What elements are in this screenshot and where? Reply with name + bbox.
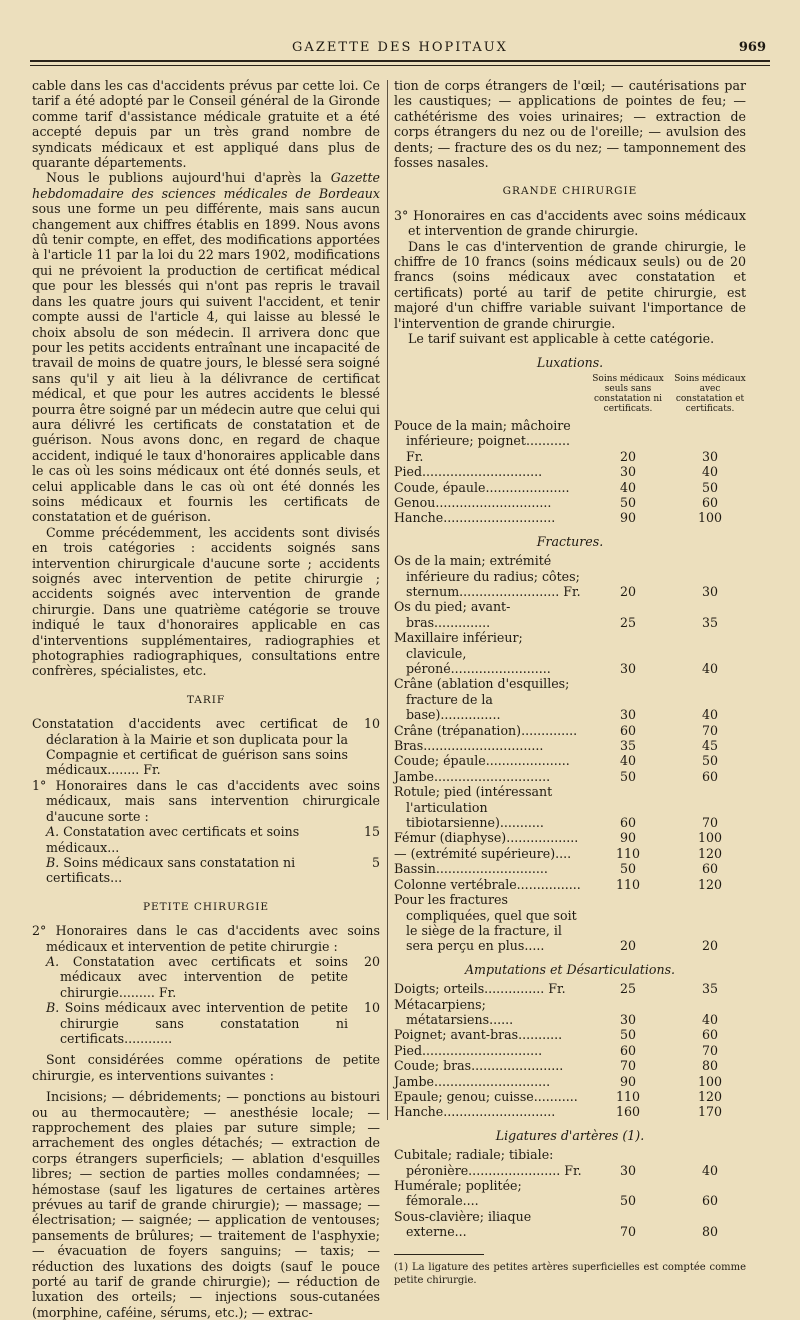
fee-soins-seuls: 50 — [619, 494, 637, 510]
table-row — [394, 1027, 746, 1042]
fee-soins-seuls: 90 — [619, 830, 637, 846]
row-label: Cubitale; radiale; tibiale: péronière....................... Fr. — [394, 1147, 582, 1178]
fee-avec-constatation: 50 — [701, 479, 719, 495]
table-row — [394, 769, 746, 784]
column-header-avec-constatation: Soins médicaux avec constatation et certificats. — [674, 373, 746, 414]
footnote: (1) La ligature des petites artères superficielles est comptée comme petite chirurgie. — [394, 1261, 746, 1286]
fee-soins-seuls: 50 — [619, 1027, 637, 1043]
fee-soins-seuls: 90 — [619, 510, 637, 526]
fee-avec-constatation: 120 — [697, 876, 723, 892]
fee-avec-constatation: 40 — [701, 661, 719, 676]
tariff-heading: 1° Honoraires dans le cas d'accidents avec soins médicaux, mais sans intervention chirurgicale d'aucune sorte : — [32, 777, 380, 824]
row-label: Humérale; poplitée; fémorale.... — [394, 1178, 522, 1209]
fee-avec-constatation: 40 — [701, 464, 719, 480]
section-title-tarif: TARIF — [186, 693, 226, 706]
fee-soins-seuls: 110 — [615, 845, 641, 861]
fee-soins-seuls: 25 — [619, 981, 637, 997]
column-header-soins-seuls: Soins médicaux seuls sans constatation ni certificats. — [592, 373, 664, 414]
tariff-amount: 20 — [363, 953, 380, 969]
section-title-grande-chirurgie: GRANDE CHIRURGIE — [502, 185, 638, 198]
row-label: Crâne (ablation d'esquilles; fracture de la base)............... — [394, 676, 570, 723]
fee-avec-constatation: 80 — [701, 1224, 719, 1240]
fee-soins-seuls: 70 — [619, 1058, 637, 1074]
fee-soins-seuls: 110 — [615, 876, 641, 892]
table-row — [394, 1058, 746, 1073]
section-title-petite-chirurgie: PETITE CHIRURGIE — [142, 900, 270, 913]
tariff-line: B. Soins médicaux sans constatation ni certificats... 5 — [46, 854, 380, 886]
left-column — [32, 78, 380, 1320]
row-label: Hanche............................ — [394, 510, 556, 526]
row-label: Fémur (diaphyse).................. — [394, 830, 579, 846]
tariff-amount: 5 — [371, 854, 380, 870]
fee-avec-constatation: 100 — [697, 830, 723, 846]
fee-soins-seuls: 40 — [619, 753, 637, 769]
table-row — [394, 630, 746, 676]
row-label: Os du pied; avant-bras.............. — [394, 599, 511, 630]
row-label: Pour les fractures compliquées, quel que soit le siège de la fracture, il sera perçu en plus..... — [394, 892, 577, 954]
row-label: Crâne (trépanation).............. — [394, 722, 578, 738]
fee-avec-constatation: 50 — [701, 753, 719, 769]
table-row — [394, 861, 746, 876]
tariff-heading: 3° Honoraires en cas d'accidents avec soins médicaux et intervention de grande chirurgie. — [394, 207, 746, 239]
table-row — [394, 1043, 746, 1058]
fee-soins-seuls: 30 — [619, 661, 637, 676]
fee-soins-seuls: 20 — [619, 938, 637, 954]
fee-avec-constatation: 170 — [697, 1104, 723, 1120]
row-label: Pied.............................. — [394, 464, 543, 480]
fee-avec-constatation: 60 — [701, 494, 719, 510]
fee-soins-seuls: 30 — [619, 1011, 637, 1027]
paragraph: Comme précédemment, les accidents sont divisés en trois catégories : accidents soignés sans intervention chirurgicale d'aucune sorte ; accidents soignés avec intervention de petite chirurgie ; accidents soignés avec intervention de grande chirurgie. Dans une quatrième catégorie se trouve indiqué le taux d'honoraires applicable en cas d'interventions supplémentaires, radiographies et photographies radiographiques, consultations entre confrères, spécialistes, etc. — [32, 524, 380, 679]
row-label: Jambe............................. — [394, 768, 551, 784]
fee-avec-constatation: 40 — [701, 707, 719, 723]
table-row — [394, 877, 746, 892]
row-label: Bras.............................. — [394, 738, 544, 754]
page-header — [30, 40, 770, 70]
table-row — [394, 1178, 746, 1209]
tariff-heading: 2° Honoraires dans le cas d'accidents avec soins médicaux et intervention de petite chirurgie : — [32, 923, 380, 954]
row-label: Poignet; avant-bras........... — [394, 1027, 563, 1043]
row-label: Os de la main; extrémité inférieure du radius; côtes; sternum......................... Fr. — [394, 553, 581, 599]
footnote-rule — [394, 1254, 484, 1255]
table-row — [394, 1209, 746, 1240]
fee-soins-seuls: 25 — [619, 614, 637, 630]
fee-avec-constatation: 35 — [701, 614, 719, 630]
row-label: Epaule; genou; cuisse........... — [394, 1088, 578, 1104]
table-row — [394, 510, 746, 525]
fee-soins-seuls: 90 — [619, 1073, 637, 1089]
tariff-amount: 15 — [363, 824, 380, 840]
table-row — [394, 1089, 746, 1104]
paragraph: Le tarif suivant est applicable à cette catégorie. — [408, 331, 715, 347]
table-fractures — [394, 553, 746, 954]
fee-avec-constatation: 40 — [701, 1162, 719, 1178]
fee-avec-constatation: 60 — [701, 1193, 719, 1209]
right-column — [394, 78, 746, 1287]
row-label: Colonne vertébrale................ — [394, 876, 581, 892]
row-label: Coude; bras....................... — [394, 1058, 564, 1074]
table-amputations — [394, 981, 746, 1120]
fee-avec-constatation: 100 — [697, 1073, 723, 1089]
fee-soins-seuls: 20 — [619, 448, 637, 464]
table-row — [394, 418, 746, 464]
fee-soins-seuls: 60 — [619, 1042, 637, 1058]
row-label: Genou............................. — [394, 494, 552, 510]
fee-soins-seuls: 110 — [615, 1088, 641, 1104]
tariff-amount: 10 — [363, 1000, 380, 1016]
table-row — [394, 1147, 746, 1178]
paragraph: Dans le cas d'intervention de grande chirurgie, le chiffre de 10 francs (soins médicaux seuls) ou de 20 francs (soins médicaux avec constatation et certificats) porté au tarif de petite chirurgie, est majoré d'un chiffre variable suivant l'importance de l'intervention de grande chirurgie. — [394, 238, 746, 331]
table-row — [394, 846, 746, 861]
row-label: Rotule; pied (intéressant l'articulation tibiotarsienne)........... — [394, 784, 553, 831]
table-luxations — [394, 418, 746, 526]
journal-title: GAZETTE DES HOPITAUX — [292, 40, 508, 55]
column-divider — [387, 80, 388, 1120]
fee-soins-seuls: 50 — [619, 861, 637, 877]
fee-avec-constatation: 70 — [701, 722, 719, 738]
row-label: Pouce de la main; mâchoire inférieure; poignet........... Fr. — [394, 417, 571, 464]
fee-soins-seuls: 60 — [619, 722, 637, 738]
paragraph: Sont considérées comme opérations de petite chirurgie, es interventions suivantes : — [32, 1052, 380, 1083]
table-row — [394, 480, 746, 495]
table-ligatures — [394, 1147, 746, 1239]
table-title: Fractures. — [536, 533, 604, 549]
paragraph: cable dans les cas d'accidents prévus par cette loi. Ce tarif a été adopté par le Conseil général de la Gironde comme tarif d'assistance médicale gratuite et a été accepté depuis par un très grand nombre de syndicats médicaux et est appliqué dans plus de quarante départements. — [32, 78, 380, 171]
tariff-line: A. Constatation avec certificats et soins médicaux avec intervention de petite chirurgie......... Fr. 20 — [46, 953, 380, 1000]
table-row — [394, 892, 746, 954]
table-row — [394, 723, 746, 738]
fee-soins-seuls: 60 — [619, 815, 637, 831]
table-row — [394, 599, 746, 630]
table-row — [394, 676, 746, 722]
fee-soins-seuls: 30 — [619, 707, 637, 723]
tariff-line: B. Soins médicaux avec intervention de petite chirurgie sans constatation ni certificats............ 10 — [46, 1000, 380, 1046]
fee-avec-constatation: 20 — [701, 938, 719, 954]
table-row — [394, 830, 746, 845]
table-row — [394, 738, 746, 753]
table-title: Amputations et Désarticulations. — [464, 961, 676, 977]
row-label: Doigts; orteils............... Fr. — [394, 981, 566, 997]
fee-avec-constatation: 120 — [697, 845, 723, 861]
fee-avec-constatation: 70 — [701, 1042, 719, 1058]
row-label: Jambe............................. — [394, 1073, 551, 1089]
tariff-line: A. Constatation avec certificats et soins médicaux... 15 — [46, 824, 380, 855]
row-label: Pied.............................. — [394, 1042, 543, 1058]
journal-reference: Gazette hebdomadaire des sciences médicales de Bordeaux — [32, 170, 380, 201]
row-label: Coude, épaule..................... — [394, 479, 570, 495]
fee-soins-seuls: 35 — [619, 738, 637, 754]
fee-soins-seuls: 50 — [619, 1193, 637, 1209]
table-column-headers — [394, 374, 746, 414]
table-row — [394, 1104, 746, 1119]
page-number: 969 — [738, 40, 766, 55]
paragraph: Incisions; — débridements; — ponctions au bistouri ou au thermocautère; — anesthésie locale; — rapprochement des plaies par suture simple; — arrachement des ongles détachés; — extraction de corps étrangers superficiels; — ablation d'esquilles libres; — section de parties molles condamnées; — hémostase (sauf les ligatures de certaines artères prévues au tarif de grande chirurgie); — massage; — électrisation; — saignée; — application de ventouses; pansements de brûlures; — traitement de l'asphyxie; — évacuation de foyers sanguins; — taxis; — réduction des luxations des doigts (sauf le pouce porté au tarif de grande chirurgie); — réduction de luxation des orteils; — injections sous-cutanées (morphine, caféine, sérums, etc.); — extrac- — [32, 1089, 380, 1320]
fee-avec-constatation: 30 — [701, 583, 719, 599]
row-label: Coude; épaule..................... — [394, 753, 570, 769]
tariff-label: Constatation d'accidents avec certificat de déclaration à la Mairie et son duplicata pour la Compagnie et certificat de guérison sans soins médicaux........ Fr. — [32, 716, 348, 778]
fee-soins-seuls: 20 — [619, 583, 637, 599]
fee-avec-constatation: 60 — [701, 768, 719, 784]
fee-avec-constatation: 30 — [701, 448, 719, 464]
tariff-amount: 10 — [363, 716, 380, 732]
fee-avec-constatation: 70 — [701, 815, 719, 831]
row-label: — (extrémité supérieure).... — [394, 845, 572, 861]
row-label: Maxillaire inférieur; clavicule, péroné......................... — [394, 630, 551, 676]
table-row — [394, 753, 746, 768]
fee-soins-seuls: 160 — [615, 1104, 641, 1120]
fee-soins-seuls: 30 — [619, 464, 637, 480]
table-row — [394, 495, 746, 510]
table-title: Ligatures d'artères (1). — [495, 1127, 645, 1143]
table-row — [394, 981, 746, 996]
row-label: Hanche............................ — [394, 1104, 556, 1120]
table-row — [394, 784, 746, 830]
fee-avec-constatation: 60 — [701, 1027, 719, 1043]
table-title: Luxations. — [536, 354, 604, 370]
fee-avec-constatation: 45 — [701, 738, 719, 754]
fee-avec-constatation: 100 — [697, 510, 723, 526]
row-label: Bassin............................ — [394, 861, 548, 877]
paragraph: tion de corps étrangers de l'œil; — cautérisations par les caustiques; — applications de pointes de feu; — cathétérisme des voies urinaires; — extraction de corps étrangers du nez ou de l'oreille; — avulsion des dents; — fracture des os du nez; — tamponnement des fosses nasales. — [394, 78, 746, 171]
table-row — [394, 464, 746, 479]
fee-avec-constatation: 80 — [701, 1058, 719, 1074]
table-row — [394, 1074, 746, 1089]
header-rule-thin — [30, 65, 770, 66]
header-rule-thick — [30, 60, 770, 62]
fee-avec-constatation: 120 — [697, 1088, 723, 1104]
table-row — [394, 997, 746, 1028]
paragraph: Nous le publions aujourd'hui d'après la Gazette hebdomadaire des sciences médicales de Bordeaux sous une forme un peu différente, mais sans aucun changement aux chiffres établis en 1899. Nous avons dû tenir compte, en effet, des modifications apportées à l'article 11 par la loi du 22 mars 1902, modifications qui ne prévoient la production de certificat médical que pour les blessés qui n'ont pas repris le travail dans les quatre jours qui suivent l'accident, et tenir compte aussi de l'article 4, qui laisse au blessé le choix absolu de son médecin. Il arrivera donc que pour les petits accidents entraînant une incapacité de travail de moins de quatre jours, le blessé sera soigné sans qu'il y ait lieu à la délivrance de certificat médical, et que pour les autres accidents le blessé pourra être soigné par un médecin autre que celui qui aura délivré les certificats de constatation et de guérison. Nous avons donc, en regard de chaque accident, indiqué le taux d'honoraires applicable dans le cas où les soins médicaux ont été donnés seuls, et celui applicable dans le cas où ont été donnés les soins médicaux et fournis les certificats de constatation et de guérison. — [32, 170, 380, 525]
row-label: Sous-clavière; iliaque externe... — [394, 1208, 532, 1240]
fee-soins-seuls: 50 — [619, 768, 637, 784]
fee-avec-constatation: 35 — [701, 981, 719, 997]
table-row — [394, 553, 746, 599]
fee-soins-seuls: 40 — [619, 479, 637, 495]
row-label: Métacarpiens; métatarsiens...... — [394, 996, 514, 1027]
tariff-line — [32, 716, 380, 778]
fee-avec-constatation: 60 — [701, 861, 719, 877]
fee-soins-seuls: 70 — [619, 1224, 637, 1240]
fee-avec-constatation: 40 — [701, 1011, 719, 1027]
fee-soins-seuls: 30 — [619, 1162, 637, 1178]
